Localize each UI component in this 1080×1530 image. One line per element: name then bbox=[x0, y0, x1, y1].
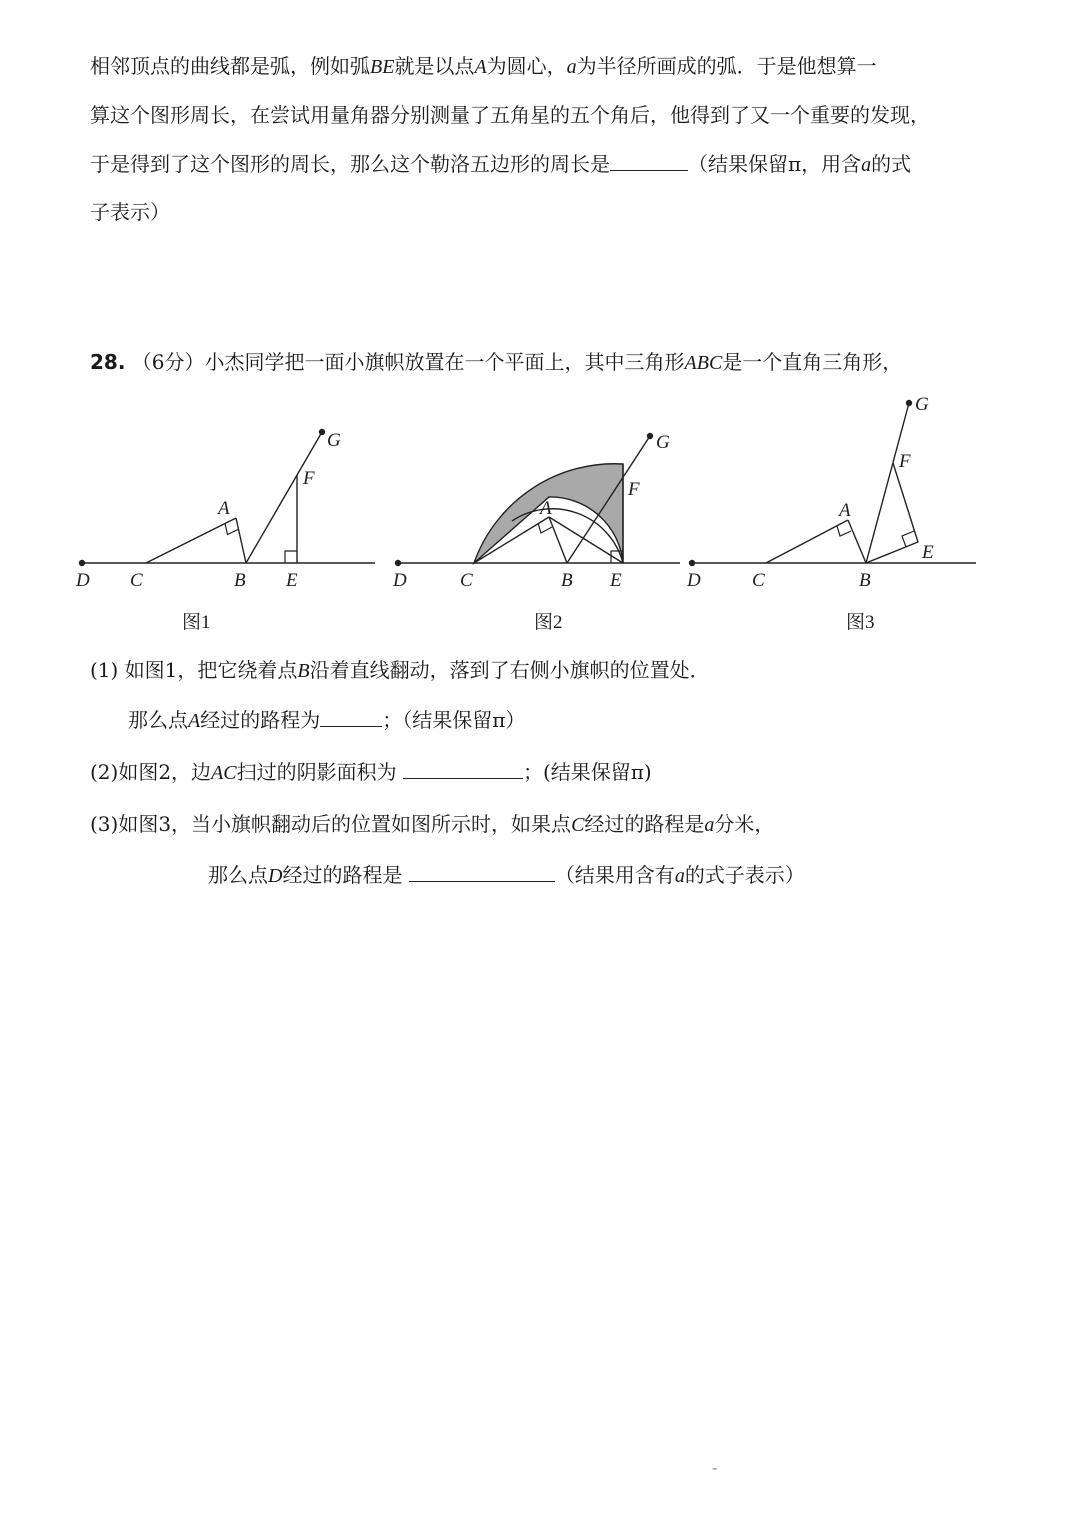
part-3-line-2 bbox=[208, 861, 805, 890]
intro-text: 算这个图形周长，在尝试用量角器分别测量了五角星的五个角后，他得到了又一个重要的发现， bbox=[90, 103, 930, 127]
label-F: F bbox=[899, 451, 911, 472]
answer-blank-3[interactable] bbox=[409, 861, 555, 882]
part-2 bbox=[90, 758, 652, 787]
question-number: 28. bbox=[90, 350, 126, 374]
label-C: C bbox=[130, 570, 143, 591]
intro-text: 于是得到了这个图形的周长，那么这个勒洛五边形的周长是 bbox=[90, 152, 610, 176]
segment-label: AC bbox=[211, 762, 237, 784]
label-D: D bbox=[393, 570, 407, 591]
variable-label: a bbox=[674, 865, 685, 887]
figure-1-caption: 图1 bbox=[182, 612, 211, 633]
arc-label: BE bbox=[370, 56, 395, 78]
intro-line-3 bbox=[90, 150, 911, 179]
label-C: C bbox=[460, 570, 473, 591]
label-G: G bbox=[327, 430, 341, 451]
part-text: ；（结果保留π） bbox=[382, 708, 526, 732]
label-F: F bbox=[628, 479, 640, 500]
part-text: 那么点 bbox=[128, 708, 188, 732]
intro-line-4 bbox=[90, 198, 170, 226]
question-text: 是一个直角三角形， bbox=[722, 350, 903, 374]
part-text: 经过的路程是 bbox=[584, 812, 705, 836]
figure-1 bbox=[70, 420, 380, 595]
label-B: B bbox=[561, 570, 573, 591]
part-text: (1) 如图1，把它绕着点 bbox=[90, 658, 298, 682]
part-text: 扫过的阴影面积为 bbox=[236, 760, 397, 784]
answer-blank-1[interactable] bbox=[320, 706, 382, 727]
part-text: (3)如图3，当小旗帜翻动后的位置如图所示时，如果点 bbox=[90, 812, 572, 836]
label-G: G bbox=[915, 394, 929, 415]
intro-text: 子表示） bbox=[90, 200, 170, 224]
variable-label: a bbox=[704, 814, 715, 836]
point-label: A bbox=[474, 56, 487, 78]
intro-text: 的式 bbox=[871, 152, 912, 176]
intro-text: （结果保留π，用含 bbox=[688, 152, 862, 176]
label-A: A bbox=[540, 498, 552, 519]
label-B: B bbox=[234, 570, 246, 591]
label-F: F bbox=[303, 468, 315, 489]
question-text: 小杰同学把一面小旗帜放置在一个平面上，其中三角形 bbox=[204, 350, 685, 374]
intro-text: 为圆心， bbox=[486, 54, 567, 78]
label-D: D bbox=[687, 570, 701, 591]
part-text: 经过的路程是 bbox=[282, 863, 403, 887]
part-text: (2)如图2，边 bbox=[90, 760, 212, 784]
part-3-line-1 bbox=[90, 810, 774, 839]
figure-3-caption: 图3 bbox=[846, 612, 875, 633]
label-E: E bbox=[922, 542, 934, 563]
part-text: 经过的路程为 bbox=[200, 708, 321, 732]
intro-line-2 bbox=[90, 101, 930, 129]
figure-3 bbox=[684, 390, 984, 595]
point-label: A bbox=[188, 710, 201, 732]
label-A: A bbox=[218, 498, 230, 519]
intro-line-1 bbox=[90, 52, 877, 81]
label-E: E bbox=[286, 570, 298, 591]
label-A: A bbox=[839, 500, 851, 521]
part-text: （结果用含有 bbox=[554, 863, 675, 887]
triangle-label: ABC bbox=[684, 352, 723, 374]
part-text: 分米， bbox=[714, 812, 775, 836]
footer-mark: - bbox=[712, 1458, 718, 1477]
label-D: D bbox=[76, 570, 90, 591]
question-28-stem bbox=[90, 348, 902, 377]
part-text: 沿着直线翻动，落到了右侧小旗帜的位置处． bbox=[309, 658, 710, 682]
label-C: C bbox=[752, 570, 765, 591]
answer-blank[interactable] bbox=[610, 150, 688, 171]
part-text: 的式子表示） bbox=[684, 863, 805, 887]
point-label: D bbox=[268, 865, 283, 887]
intro-text: 就是以点 bbox=[394, 54, 475, 78]
variable-label: a bbox=[861, 154, 872, 176]
part-text: 那么点 bbox=[208, 863, 268, 887]
point-label: C bbox=[571, 814, 585, 836]
variable-label: a bbox=[566, 56, 577, 78]
figure-2-caption: 图2 bbox=[534, 612, 563, 633]
point-label: B bbox=[297, 660, 310, 682]
intro-text: 为半径所画成的弧．于是他想算一 bbox=[576, 54, 877, 78]
answer-blank-2[interactable] bbox=[403, 758, 523, 779]
label-E: E bbox=[610, 570, 622, 591]
label-B: B bbox=[859, 570, 871, 591]
intro-text: 相邻顶点的曲线都是弧，例如弧 bbox=[90, 54, 370, 78]
part-text: ；(结果保留π) bbox=[522, 760, 652, 784]
part-1-line-1 bbox=[90, 656, 710, 685]
part-1-line-2 bbox=[128, 706, 525, 735]
question-score: （6分） bbox=[131, 350, 205, 374]
figure-2 bbox=[390, 420, 690, 595]
label-G: G bbox=[656, 432, 670, 453]
